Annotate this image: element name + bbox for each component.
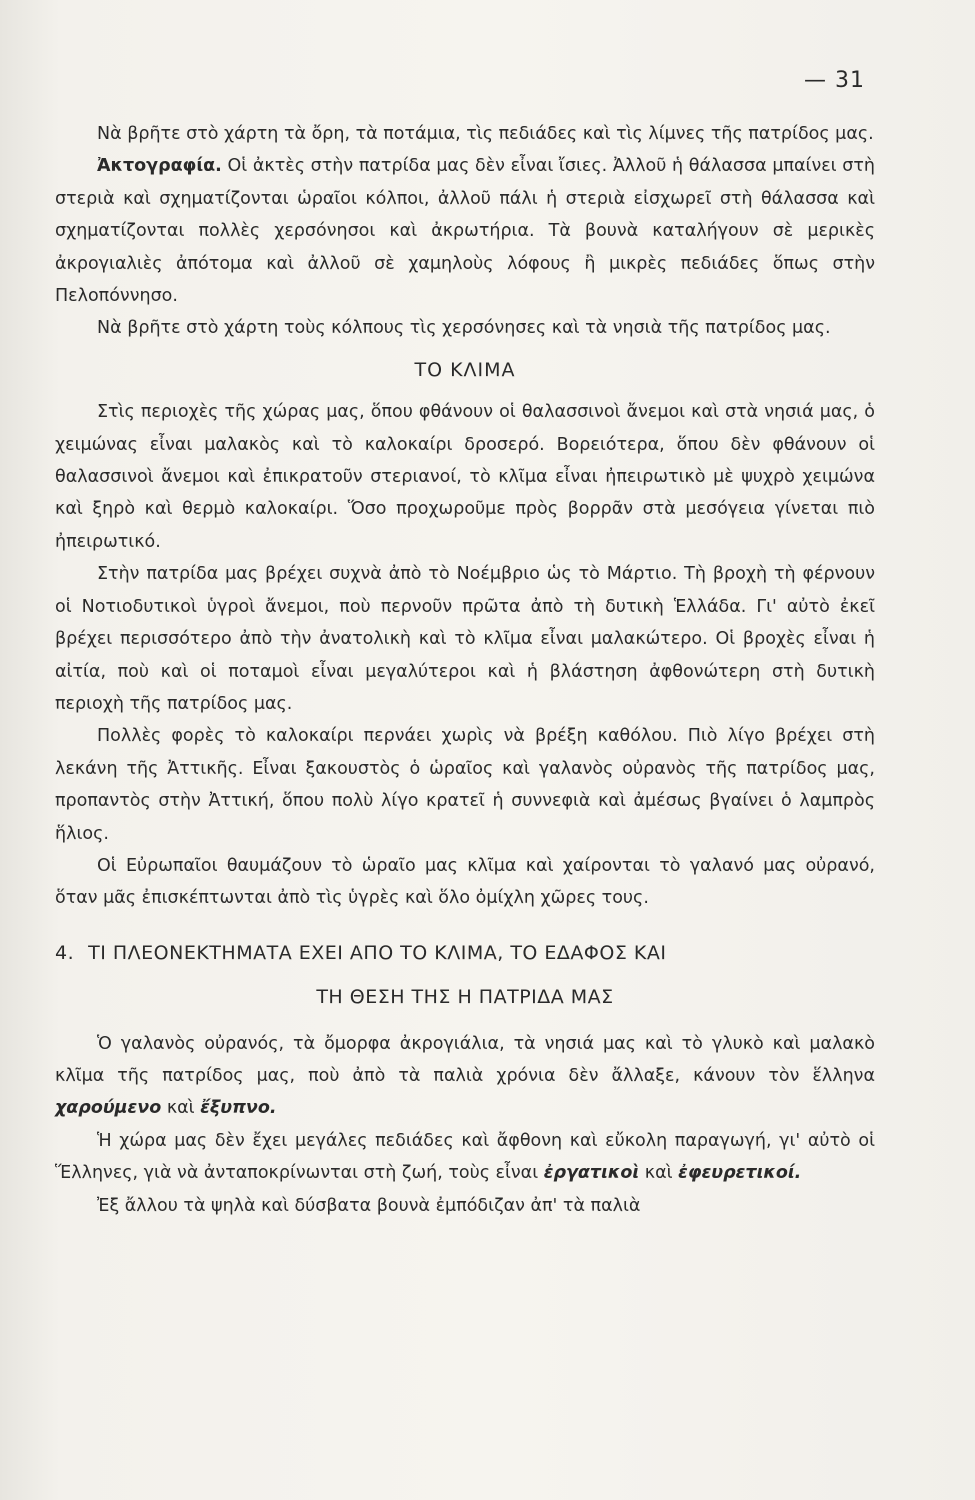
conjunction-and-2: καὶ — [644, 1163, 673, 1184]
section-heading — [55, 937, 875, 969]
page-number: — 31 — [804, 68, 865, 93]
emphasis-inventive: ἐφευρετικοί. — [678, 1163, 802, 1184]
coastline-lead: Ἀκτογραφία. — [97, 156, 222, 177]
paragraph-mountains: Ἐξ ἄλλου τὰ ψηλὰ καὶ δύσβατα βουνὰ ἐμπόδιζαν ἀπ' τὰ παλιὰ — [97, 1195, 641, 1216]
emphasis-clever: ἔξυπνο. — [200, 1098, 277, 1119]
section-heading-line1: ΤΙ ΠΛΕΟΝΕΚΤΗΜΑΤΑ ΕΧΕΙ ΑΠΟ ΤΟ ΚΛΙΜΑ, ΤΟ ΕΔΑΦΟΣ ΚΑΙ — [88, 941, 667, 964]
conjunction-and: καὶ — [166, 1098, 195, 1119]
paragraph-map-rivers: Νὰ βρῆτε στὸ χάρτη τὰ ὄρη, τὰ ποτάμια, τὶς πεδιάδες καὶ τὶς λίμνες τῆς πατρίδος μας. — [97, 124, 874, 144]
paragraph-map-gulfs: Νὰ βρῆτε στὸ χάρτη τοὺς κόλπους τὶς χερσόνησες καὶ τὰ νησιὰ τῆς πατρίδος μας. — [97, 318, 831, 339]
paragraph-coastline — [55, 150, 875, 312]
paragraph-attica-sky: Πολλὲς φορὲς τὸ καλοκαίρι περνάει χωρὶς νὰ βρέξη καθόλου. Πιὸ λίγο βρέχει στὴ λεκάνη τῆς Ἀττικῆς. Εἶναι ξακουστὸς ὁ ὡραῖος καὶ γαλανὸς οὐρανὸς τῆς πατρίδος μας, προπαντὸς στὴν Ἀττική, ὅπου πολὺ λίγο κρατεῖ ἡ συννεφιὰ καὶ ἀμέσως βγαίνει ὁ λαμπρὸς ἥλιος. — [55, 726, 875, 844]
paragraph-rainfall: Στὴν πατρίδα μας βρέχει συχνὰ ἀπὸ τὸ Νοέμβριο ὡς τὸ Μάρτιο. Τὴ βροχὴ τὴ φέρνουν οἱ Νοτιοδυτικοὶ ὑγροὶ ἄνεμοι, ποὺ περνοῦν πρῶτα ἀπὸ τὴ δυτικὴ Ἑλλάδα. Γι' αὐτὸ ἐκεῖ βρέχει περισσότερο ἀπὸ τὴν ἀνατολικὴ καὶ τὸ κλῖμα εἶναι μαλακώτερο. Οἱ βροχὲς εἶναι ἡ αἰτία, ποὺ καὶ οἱ ποταμοὶ εἶναι μεγαλύτεροι καὶ ἡ βλάστηση ἀφθονώτερη στὴ δυτικὴ περιοχὴ τῆς πατρίδος μας. — [55, 564, 875, 714]
coastline-text: Οἱ ἀκτὲς στὴν πατρίδα μας δὲν εἶναι ἴσιες. Ἀλλοῦ ἡ θάλασσα μπαίνει στὴ στεριὰ καὶ σχηματίζονται ὡραῖοι κόλποι, ἀλλοῦ πάλι ἡ στεριὰ εἰσχωρεῖ στὴ θάλασσα καὶ σχηματίζονται πολλὲς χερσόνησοι καὶ ἀκρωτήρια. Τὰ βουνὰ καταλήγουν σὲ μερικὲς ἀκρογιαλιὲς ἀπότομα καὶ ἀλλοῦ σὲ χαμηλοὺς λόφους ἢ μικρὲς πεδιάδες ὅπως στὴν Πελοπόννησο. — [55, 156, 875, 307]
paragraph-europeans: Οἱ Εὐρωπαῖοι θαυμάζουν τὸ ὡραῖο μας κλῖμα καὶ χαίρονται τὸ γαλανό μας οὐρανό, ὅταν μᾶς ἐπισκέπτωνται ἀπὸ τὶς ὑγρὲς καὶ ὅλο ὀμίχλη χῶρες τους. — [55, 855, 875, 909]
paragraph-climate-regions: Στὶς περιοχὲς τῆς χώρας μας, ὅπου φθάνουν οἱ θαλασσινοὶ ἄνεμοι καὶ στὰ νησιά μας, ὁ χειμώνας εἶναι μαλακὸς καὶ τὸ καλοκαίρι δροσερό. Βορειότερα, ὅπου δὲν φθάνουν οἱ θαλασσινοὶ ἄνεμοι καὶ ἐπικρατοῦν στεριανοί, τὸ κλῖμα εἶναι ἠπειρωτικὸ μὲ ψυχρὸ χειμώνα καὶ ξηρὸ καὶ θερμὸ καλοκαίρι. Ὅσο προχωροῦμε πρὸς βορρᾶν στὰ μεσόγεια γίνεται πιὸ ἠπειρωτικό. — [55, 402, 875, 552]
paragraph-hardworking — [55, 1125, 875, 1190]
climate-title: ΤΟ ΚΛΙΜΑ — [414, 358, 516, 381]
page-body — [55, 118, 875, 1222]
section-heading-line2: ΤΗ ΘΕΣΗ ΤΗΣ Η ΠΑΤΡΙΔΑ ΜΑΣ — [316, 986, 614, 1009]
emphasis-hardworking: ἐργατικοὶ — [543, 1163, 640, 1184]
section-number: 4. — [55, 941, 75, 964]
hardworking-text: Ἡ χώρα μας δὲν ἔχει μεγάλες πεδιάδες καὶ ἄφθονη καὶ εὔκολη παραγωγή, γι' αὐτὸ οἱ Ἕλληνες, γιὰ νὰ ἀνταποκρίνωνται στὴ ζωή, τοὺς εἶναι — [55, 1130, 875, 1184]
paragraph-cheerful-greek — [55, 1028, 875, 1125]
emphasis-cheerful: χαρούμενο — [55, 1098, 162, 1119]
cheerful-text: Ὁ γαλανὸς οὐρανός, τὰ ὄμορφα ἀκρογιάλια, τὰ νησιά μας καὶ τὸ γλυκὸ καὶ μαλακὸ κλῖμα τῆς πατρίδος μας, ποὺ ἀπὸ τὰ παλιὰ χρόνια δὲν ἄλλαξε, κάνουν τὸν ἕλληνα — [55, 1033, 875, 1086]
